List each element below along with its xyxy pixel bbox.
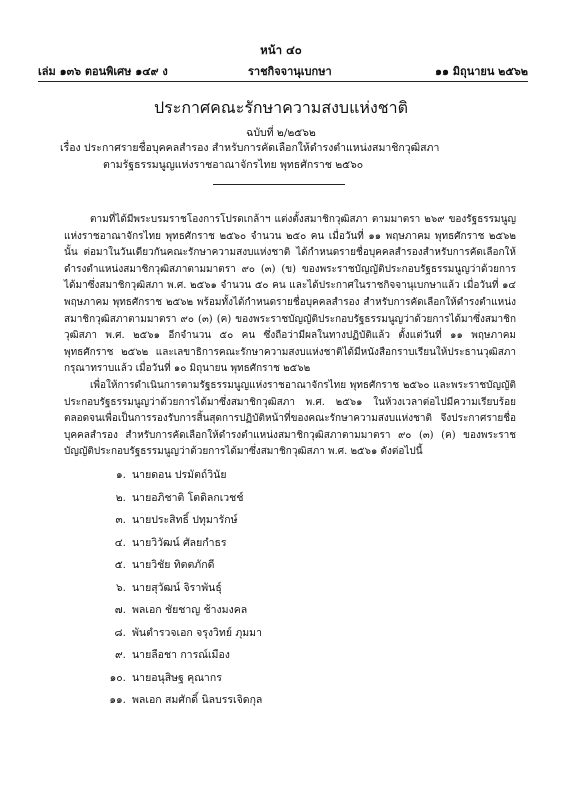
list-item-name: นายดอน ปรมัตถ์วินัย: [132, 469, 227, 481]
list-item-number: ๑.: [115, 469, 126, 481]
list-item: [104, 466, 404, 489]
list-item-number: ๒.: [115, 491, 126, 504]
list-item-name: นายสุวัฒน์ จิราพันธุ์: [132, 581, 222, 594]
list-item-name: นายอภิชาติ โตดิลกเวชช์: [132, 491, 244, 504]
subject-line-1: เรื่อง ประกาศรายชื่อบุคคลสำรอง สำหรับการคัดเลือกให้ดำรงตำแหน่งสมาชิกวุฒิสภา: [60, 142, 440, 154]
list-item: [104, 489, 404, 512]
list-item: [104, 579, 404, 602]
body-paragraph-1: ตามที่ได้มีพระบรมราชโองการโปรดเกล้าฯ แต่งตั้งสมาชิกวุฒิสภา ตามมาตรา ๒๖๙ ของรัฐธรรมนูญแห่งราชอาณาจักรไทย พุทธศักราช ๒๕๖๐ จำนวน ๒๕๐ คน เมื่อวันที่ ๑๑ พฤษภาคม พุทธศักราช ๒๕๖๒ นั้น ต่อมาในวันเดียวกันคณะรักษาความสงบแห่งชาติ ได้กำหนดรายชื่อบุคคลสำรองสำหรับการคัดเลือกให้ดำรงตำแหน่งสมาชิกวุฒิสภาตามมาตรา ๙๐ (๓) (ข) ของพระราชบัญญัติประกอบรัฐธรรมนูญว่าด้วยการได้มาซึ่งสมาชิกวุฒิสภา พ.ศ. ๒๕๖๑ จำนวน ๕๐ คน และได้ประกาศในราชกิจจานุเบกษาแล้ว เมื่อวันที่ ๑๔ พฤษภาคม พุทธศักราช ๒๕๖๒ พร้อมทั้งได้กำหนดรายชื่อบุคคลสำรอง สำหรับการคัดเลือกให้ดำรงตำแหน่งสมาชิกวุฒิสภาตามมาตรา ๙๐ (๓) (ค) ของพระราชบัญญัติประกอบรัฐธรรมนูญว่าด้วยการได้มาซึ่งสมาชิกวุฒิสภา พ.ศ. ๒๕๖๑ อีกจำนวน ๕๐ คน ซึ่งถือว่ามีผลในทางปฏิบัติแล้ว ตั้งแต่วันที่ ๑๑ พฤษภาคม พุทธศักราช ๒๕๖๒ และเลขาธิการคณะรักษาความสงบแห่งชาติได้มีหนังสือกราบเรียนให้ประธานวุฒิสภากรุณาทราบแล้ว เมื่อวันที่ ๑๐ มิถุนายน พุทธศักราช ๒๕๖๒: [64, 214, 516, 375]
list-item-number: ๗.: [114, 604, 126, 616]
volume-info: เล่ม ๑๓๖ ตอนพิเศษ ๑๔๙ ง: [38, 65, 168, 78]
header-rule: [38, 81, 528, 82]
list-item-number: ๓.: [115, 514, 126, 526]
list-item-number: ๖.: [115, 581, 126, 594]
list-item-name: นายลือชา การณ์เมือง: [132, 649, 230, 661]
list-item-number: ๙.: [114, 649, 126, 661]
list-item: [104, 556, 404, 579]
list-item-number: ๕.: [114, 559, 126, 571]
title-divider: [213, 184, 345, 185]
reserve-person-list: [104, 466, 404, 714]
gazette-name: ราชกิจจานุเบกษา: [248, 65, 332, 78]
list-item: [104, 624, 404, 647]
list-item-number: ๑๑.: [109, 694, 126, 706]
page-number: หน้า ๔๐: [260, 43, 302, 57]
announcement-number: ฉบับที่ ๒/๒๕๖๒: [246, 127, 316, 139]
list-item: [104, 601, 404, 624]
list-item: [104, 669, 404, 692]
list-item-number: ๑๐.: [109, 671, 126, 684]
list-item-name: นายประสิทธิ์ ปทุมารักษ์: [132, 514, 238, 526]
announcement-body: [64, 212, 516, 461]
list-item-name: นายอนุสิษฐ คุณากร: [132, 671, 222, 684]
issue-date: ๑๑ มิถุนายน ๒๕๖๒: [434, 65, 528, 78]
subject-line-2: ตามรัฐธรรมนูญแห่งราชอาณาจักรไทย พุทธศักราช ๒๕๖๐: [103, 159, 364, 171]
body-paragraph-2: เพื่อให้การดำเนินการตามรัฐธรรมนูญแห่งราชอาณาจักรไทย พุทธศักราช ๒๕๖๐ และพระราชบัญญัติประกอบรัฐธรรมนูญว่าด้วยการได้มาซึ่งสมาชิกวุฒิสภา พ.ศ. ๒๕๖๑ ในห้วงเวลาต่อไปมีความเรียบร้อย ตลอดจนเพื่อเป็นการรองรับการสิ้นสุดการปฏิบัติหน้าที่ของคณะรักษาความสงบแห่งชาติ จึงประกาศรายชื่อบุคคลสำรอง สำหรับการคัดเลือกให้ดำรงตำแหน่งสมาชิกวุฒิสภาตามมาตรา ๙๐ (๓) (ค) ของพระราชบัญญัติประกอบรัฐธรรมนูญว่าด้วยการได้มาซึ่งสมาชิกวุฒิสภา พ.ศ. ๒๕๖๑ ดังต่อไปนี้: [64, 379, 516, 458]
list-item-name: พลเอก สมศักดิ์ นิลบรรเจิดกุล: [132, 694, 263, 706]
announcement-subject: [60, 140, 540, 174]
list-item-number: ๔.: [114, 536, 126, 549]
list-item: [104, 646, 404, 669]
list-item-name: นายวิวัฒน์ ศัลยกำธร: [132, 536, 227, 549]
list-item: [104, 691, 404, 714]
list-item-number: ๘.: [114, 626, 126, 639]
list-item-name: นายวิชัย ทิตตภักดี: [132, 559, 215, 571]
list-item: [104, 534, 404, 557]
list-item-name: พันตำรวจเอก จรุงวิทย์ ภุมมา: [132, 626, 262, 639]
announcement-title: ประกาศคณะรักษาความสงบแห่งชาติ: [154, 98, 408, 117]
list-item: [104, 511, 404, 534]
list-item-name: พลเอก ชัยชาญ ช้างมงคล: [132, 604, 248, 616]
running-header: [38, 62, 528, 78]
